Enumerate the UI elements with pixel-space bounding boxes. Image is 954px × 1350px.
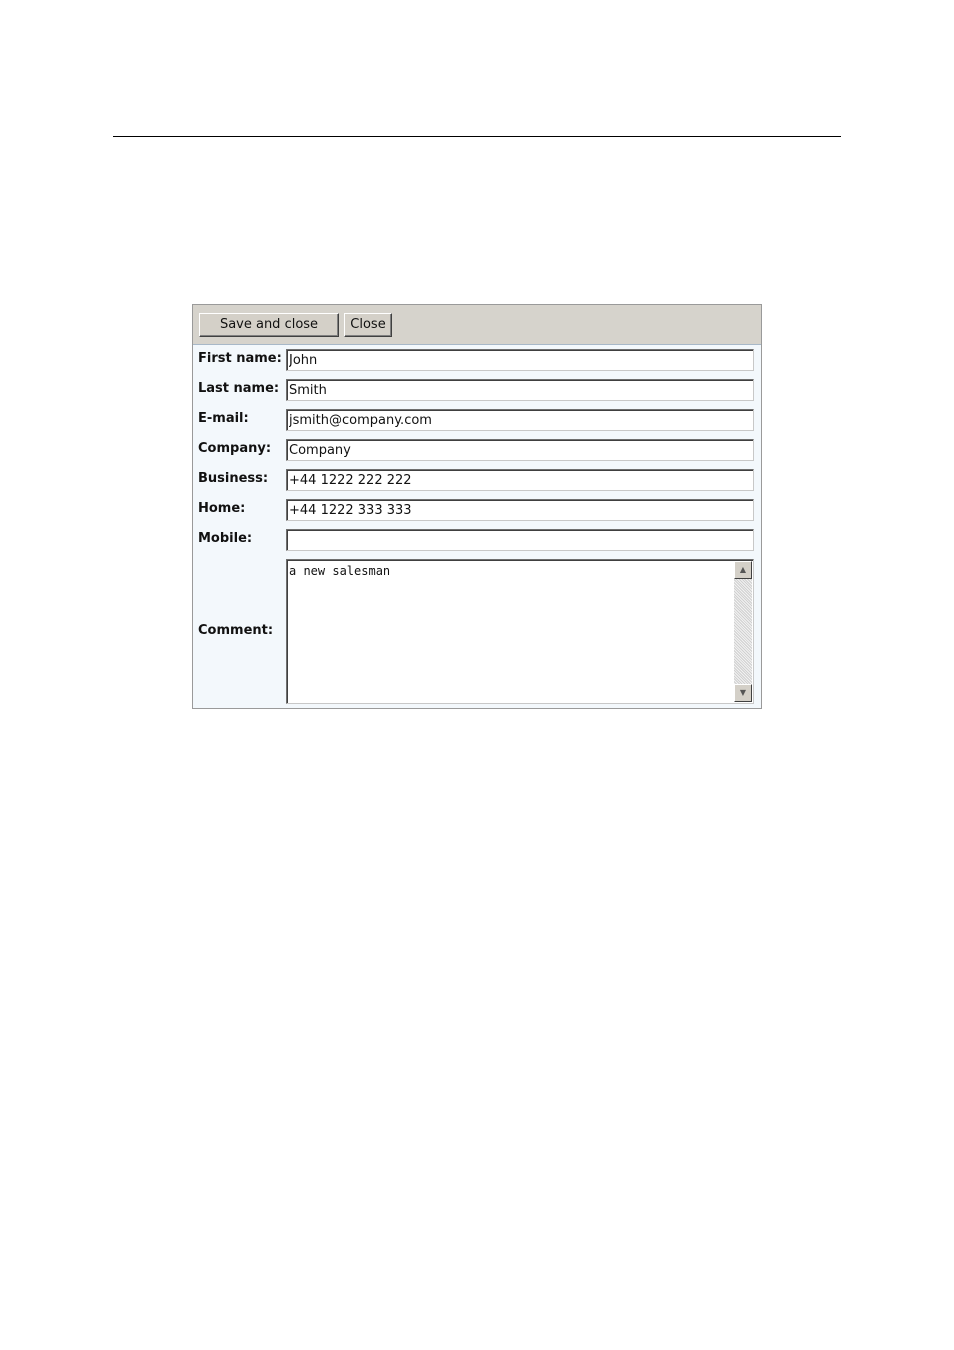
contact-edit-dialog bbox=[192, 304, 762, 709]
home-phone-input[interactable] bbox=[286, 499, 754, 521]
first-name-input[interactable] bbox=[286, 349, 754, 371]
email-label: E-mail: bbox=[198, 411, 249, 426]
last-name-input[interactable] bbox=[286, 379, 754, 401]
comment-label: Comment: bbox=[198, 623, 274, 638]
header-rule bbox=[113, 136, 841, 137]
email-row bbox=[193, 407, 761, 431]
close-button[interactable]: Close bbox=[344, 313, 392, 337]
business-phone-label: Business: bbox=[198, 471, 269, 486]
company-row bbox=[193, 437, 761, 461]
comment-box bbox=[286, 559, 754, 704]
save-and-close-button[interactable]: Save and close bbox=[199, 313, 339, 337]
scroll-up-arrow-icon[interactable]: ▲ bbox=[734, 561, 752, 579]
comment-scrollbar[interactable] bbox=[734, 561, 752, 702]
toolbar bbox=[193, 305, 761, 345]
last-name-label: Last name: bbox=[198, 381, 280, 396]
last-name-row bbox=[193, 377, 761, 401]
mobile-phone-row bbox=[193, 527, 761, 551]
home-phone-label: Home: bbox=[198, 501, 246, 516]
mobile-phone-label: Mobile: bbox=[198, 531, 253, 546]
email-input[interactable] bbox=[286, 409, 754, 431]
first-name-label: First name: bbox=[198, 351, 282, 366]
business-phone-row bbox=[193, 467, 761, 491]
mobile-phone-input[interactable] bbox=[286, 529, 754, 551]
business-phone-input[interactable] bbox=[286, 469, 754, 491]
scroll-down-arrow-icon[interactable]: ▼ bbox=[734, 684, 752, 702]
company-input[interactable] bbox=[286, 439, 754, 461]
first-name-row bbox=[193, 347, 761, 371]
company-label: Company: bbox=[198, 441, 272, 456]
comment-textarea[interactable] bbox=[289, 562, 729, 702]
home-phone-row bbox=[193, 497, 761, 521]
